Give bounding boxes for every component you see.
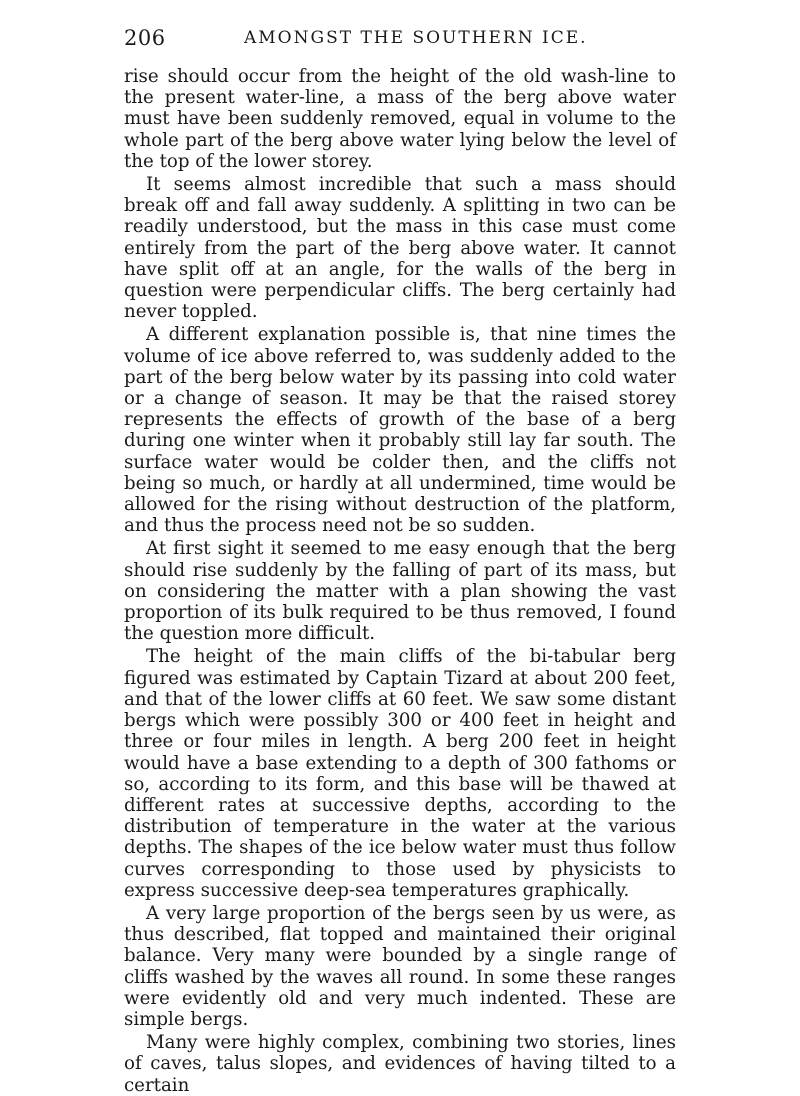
paragraph: At first sight it seemed to me easy enough that the berg should rise suddenly by the falling of part of its mass, but on considering the matter with a plan showing the vast proportion of its bulk required to be thus removed, I found the question more difficult. — [124, 538, 676, 645]
page-number: 206 — [124, 26, 166, 50]
paragraph-continued: rise should occur from the height of the old wash-line to the present water-line, a mass of the berg above water must have been suddenly removed, equal in volume to the whole part of the berg above water lying below the level of the top of the lower storey. — [124, 66, 676, 172]
paragraph-final: Many were highly complex, combining two stories, lines of caves, talus slopes, and evidences of having tilted to a certain — [124, 1032, 676, 1096]
paragraph: A different explanation possible is, that nine times the volume of ice above referred to, was suddenly added to the part of the berg below water by its passing into cold water or a change of season. It may be that the raised storey represents the effects of growth of the base of a berg during one winter when it probably still lay far south. The surface water would be colder then, and the cliffs not being so much, or hardly at all undermined, time would be allowed for the rising without destruction of the platform, and thus the process need not be so sudden. — [124, 324, 676, 537]
paragraph: A very large proportion of the bergs seen by us were, as thus described, flat topped and maintained their original balance. Very many were bounded by a single range of cliffs washed by the waves all round. In some these ranges were evidently old and very much indented. These are simple bergs. — [124, 902, 676, 1030]
paragraph: The height of the main cliffs of the bi-tabular berg figured was estimated by Captain Tizard at about 200 feet, and that of the lower cliffs at 60 feet. We saw some distant bergs which were possibly 300 or 400 feet in height and three or four miles in length. A berg 200 feet in height would have a base extending to a depth of 300 fathoms or so, according to its form, and this base will be thawed at different rates at successive depths, according to the distribution of temperature in the water at the various depths. The shapes of the ice below water must thus follow curves corresponding to those used by physicists to express successive deep-sea temperatures graphically. — [124, 646, 676, 901]
running-head — [124, 22, 676, 56]
body-text — [124, 66, 676, 1096]
paragraph: It seems almost incredible that such a mass should break off and fall away suddenly. A splitting in two can be readily understood, but the mass in this case must come entirely from the part of the berg above water. It cannot have split off at an angle, for the walls of the berg in question were perpendicular cliffs. The berg certainly had never toppled. — [124, 174, 676, 323]
running-title: AMONGST THE SOUTHERN ICE. — [244, 28, 588, 48]
